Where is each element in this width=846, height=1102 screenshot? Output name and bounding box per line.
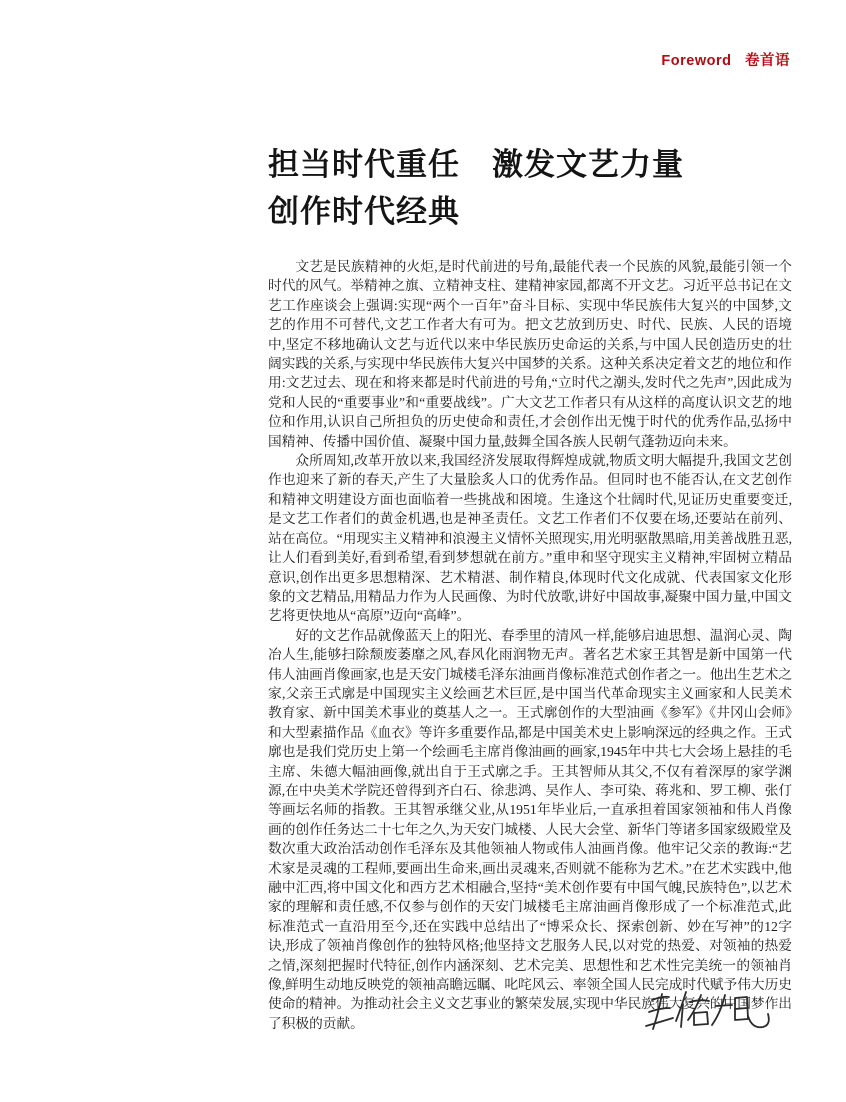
- article-title-line-1: 担当时代重任 激发文艺力量: [268, 147, 684, 182]
- article-title: [268, 141, 684, 235]
- handwritten-signature: [642, 986, 772, 1046]
- section-header: [661, 49, 790, 70]
- article-body: [268, 257, 792, 1033]
- section-header-english-label: Foreword: [661, 53, 732, 69]
- article-title-line-2: 创作时代经典: [268, 194, 460, 229]
- paragraph-3: 好的文艺作品就像蓝天上的阳光、春季里的清风一样,能够启迪思想、温润心灵、陶冶人生,能够扫除颓废萎靡之风,春风化雨润物无声。著名艺术家王其智是新中国第一代伟人油画肖像画家,也是天安门城楼毛泽东油画肖像标准范式创作者之一。他出生艺术之家,父亲王式廓是中国现实主义绘画艺术巨匠,是中国当代革命现实主义画家和人民美术教育家、新中国美术事业的奠基人之一。王式廓创作的大型油画《参军》《井冈山会师》和大型素描作品《血衣》等许多重要作品,都是中国美术史上影响深远的经典之作。王式廓也是我们党历史上第一个绘画毛主席肖像油画的画家,1945年中共七大会场上悬挂的毛主席、朱德大幅油画像,就出自于王式廓之手。王其智师从其父,不仅有着深厚的家学渊源,在中央美术学院还曾得到齐白石、徐悲鸿、吴作人、李可染、蒋兆和、罗工柳、张仃等画坛名师的指教。王其智承继父业,从1951年毕业后,一直承担着国家领袖和伟人肖像画的创作任务达二十七年之久,为天安门城楼、人民大会堂、新华门等诸多国家级殿堂及数次重大政治活动创作毛泽东及其他领袖人物或伟人油画肖像。他牢记父亲的教诲:“艺术家是灵魂的工程师,要画出生命来,画出灵魂来,否则就不能称为艺术。”在艺术实践中,他融中汇西,将中国文化和西方艺术相融合,坚持“美术创作要有中国气魄,民族特色”,以艺术家的理解和责任感,不仅参与创作的天安门城楼毛主席油画肖像形成了一个标准范式,此标准范式一直沿用至今,还在实践中总结出了“博采众长、探索创新、妙在写神”的12字诀,形成了领袖肖像创作的独特风格;他坚持文艺服务人民,以对党的热爱、对领袖的热爱之情,深刻把握时代特征,创作内涵深刻、艺术完美、思想性和艺术性完美统一的领袖肖像,鲜明生动地反映党的领袖高瞻远瞩、叱咤风云、率领全国人民完成时代赋予伟大历史使命的精神。为推动社会主义文艺事业的繁荣发展,实现中华民族伟大复兴的中国梦作出了积极的贡献。: [268, 627, 792, 1031]
- section-header-chinese-label: 卷首语: [745, 53, 790, 69]
- paragraph-2: 众所周知,改革开放以来,我国经济发展取得辉煌成就,物质文明大幅提升,我国文艺创作也迎来了新的春天,产生了大量脍炙人口的优秀作品。但同时也不能否认,在文艺创作和精神文明建设方面也面临着一些挑战和困境。生逢这个壮阔时代,见证历史重要变迁,是文艺工作者们的黄金机遇,也是神圣责任。文艺工作者们不仅要在场,还要站在前列、站在高位。“用现实主义精神和浪漫主义情怀关照现实,用光明驱散黑暗,用美善战胜丑恶,让人们看到美好,看到希望,看到梦想就在前方。”重申和坚守现实主义精神,牢固树立精品意识,创作出更多思想精深、艺术精湛、制作精良,体现时代文化成就、代表国家文化形象的文艺精品,用精品力作为人民画像、为时代放歌,讲好中国故事,凝聚中国力量,中国文艺将更快地从“高原”迈向“高峰”。: [268, 453, 792, 624]
- paragraph-1: 文艺是民族精神的火炬,是时代前进的号角,最能代表一个民族的风貌,最能引领一个时代的风气。举精神之旗、立精神支柱、建精神家园,都离不开文艺。习近平总书记在文艺工作座谈会上强调:实现“两个一百年”奋斗目标、实现中华民族伟大复兴的中国梦,文艺的作用不可替代,文艺工作者大有可为。把文艺放到历史、时代、民族、人民的语境中,坚定不移地确认文艺与近代以来中华民族历史命运的关系,与中国人民创造历史的壮阔实践的关系,与实现中华民族伟大复兴中国梦的关系。这种关系决定着文艺的地位和作用:文艺过去、现在和将来都是时代前进的号角,“立时代之潮头,发时代之先声”,因此成为党和人民的“重要事业”和“重要战线”。广大文艺工作者只有从这样的高度认识文艺的地位和作用,认识自己所担负的历史使命和责任,才会创作出无愧于时代的优秀作品,弘扬中国精神、传播中国价值、凝聚中国力量,鼓舞全国各族人民朝气蓬勃迈向未来。: [268, 259, 792, 449]
